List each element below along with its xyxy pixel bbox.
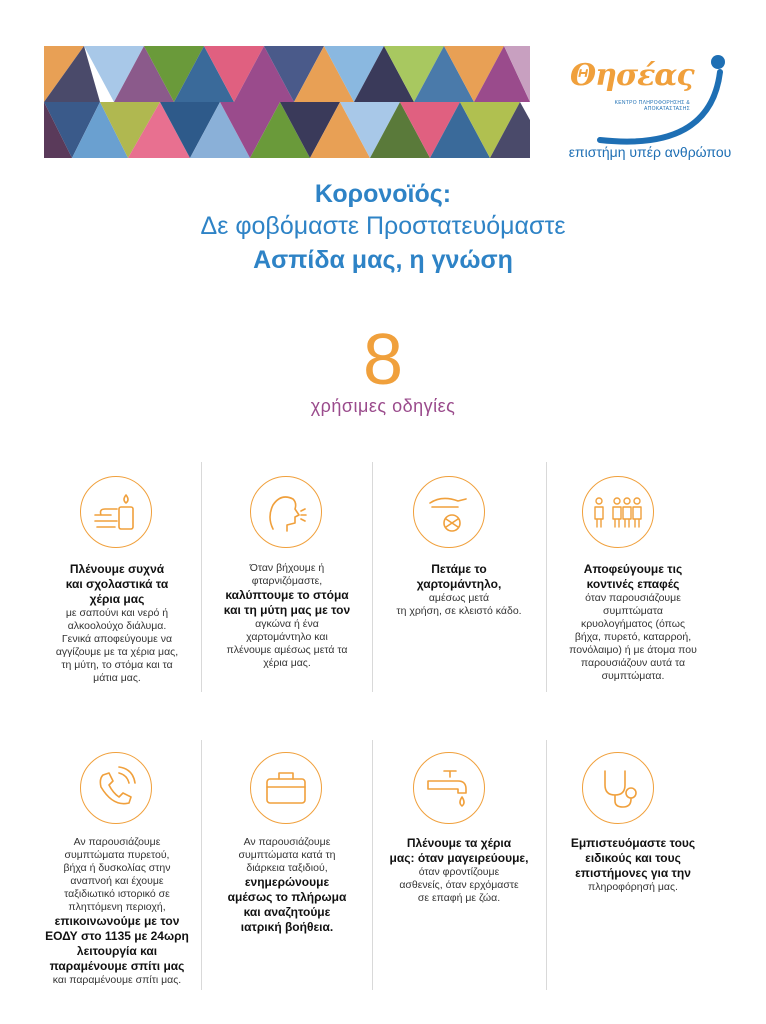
stethoscope-icon xyxy=(582,752,654,824)
tip-line: και σχολαστικά τα xyxy=(65,577,169,591)
tip-line: ιατρική βοήθεια. xyxy=(240,920,334,934)
tip-line: πληττόμενη περιοχή, xyxy=(68,901,166,913)
tip-line: αναπνοή και έχουμε xyxy=(70,875,164,887)
logo-subline: ΚΕΝΤΡΟ ΠΛΗΡΟΦΟΡΗΣΗΣ & ΑΠΟΚΑΤΑΣΤΑΣΗΣ xyxy=(614,100,690,112)
tip-line: βήχα, πυρετό, καταρροή, xyxy=(574,631,692,643)
tip-line: ενημερώνουμε xyxy=(244,875,330,889)
tip-line: πλένουμε αμέσως μετά τα xyxy=(226,644,348,656)
tip-line: Πλένουμε συχνά xyxy=(69,562,165,576)
tip-text-5 xyxy=(32,836,202,987)
tip-line: διάρκεια ταξιδιού, xyxy=(246,862,328,874)
tip-line: παρουσιάζουν αυτά τα xyxy=(580,657,686,669)
tip-line: αλκοολούχο διάλυμα. xyxy=(67,620,167,632)
tip-line: πονόλαιμο) ή με άτομα που xyxy=(569,644,697,656)
tip-line: τη χρήση, σε κλειστό κάδο. xyxy=(396,605,522,617)
tip-line: ΕΟΔΥ στο 1135 με 24ωρη xyxy=(45,929,189,943)
tip-line: παραμένουμε σπίτι μας xyxy=(49,959,185,973)
title-line-3: Ασπίδα μας, η γνώση xyxy=(253,246,513,274)
tip-line: όταν φροντίζουμε xyxy=(418,866,500,878)
faucet-icon xyxy=(413,752,485,824)
tip-text-4 xyxy=(548,562,718,683)
tip-line: και παραμένουμε σπίτι μας. xyxy=(52,974,182,986)
tip-line: κοντινές επαφές xyxy=(586,577,680,591)
tip-line: αμέσως μετά xyxy=(428,592,490,604)
tip-line: μάτια μας. xyxy=(93,672,141,684)
tip-line: και τη μύτη μας με τον xyxy=(223,603,351,617)
tip-line: Όταν βήχουμε ή xyxy=(249,562,325,574)
tip-line: βήχα ή δυσκολίας στην xyxy=(63,862,171,874)
tip-line: συμπτώματα πυρετού, xyxy=(64,849,170,861)
tip-line: Γενικά αποφεύγουμε να xyxy=(61,633,173,645)
tip-line: φταρνιζόμαστε, xyxy=(251,575,323,587)
tip-text-6 xyxy=(202,836,372,935)
tip-text-2 xyxy=(202,562,372,670)
tip-line: πληροφόρησή μας. xyxy=(588,881,678,893)
tips-label: χρήσιμες οδηγίες xyxy=(310,396,456,416)
tip-line: συμπτώματα. xyxy=(601,670,665,682)
theseas-logo xyxy=(560,52,740,162)
phone-icon xyxy=(80,752,152,824)
tip-line: με σαπούνι και νερό ή xyxy=(65,607,169,619)
header-mosaic-graphic xyxy=(44,46,530,158)
tip-line: ειδικούς και τους xyxy=(585,851,681,865)
tip-text-3 xyxy=(374,562,544,618)
tip-line: Αποφεύγουμε τις xyxy=(583,562,683,576)
logo-tagline: επιστήμη υπέρ ανθρώπου xyxy=(568,144,732,160)
tip-line: επικοινωνούμε με τον xyxy=(54,914,180,928)
suitcase-icon xyxy=(250,752,322,824)
divider xyxy=(372,462,373,692)
tip-line: χέρια μας. xyxy=(263,657,311,669)
tip-line: όταν παρουσιάζουμε xyxy=(585,592,681,604)
tip-line: χαρτομάντηλο, xyxy=(416,577,502,591)
tip-line: αμέσως το πλήρωμα xyxy=(227,890,347,904)
divider xyxy=(546,462,547,692)
divider xyxy=(546,740,547,990)
tip-line: Πλένουμε τα χέρια xyxy=(406,836,512,850)
tip-line: συμπτώματα xyxy=(603,605,663,617)
title-line-1: Κορονοϊός: xyxy=(314,180,452,208)
tip-line: μας: όταν μαγειρεύουμε, xyxy=(389,851,529,865)
title-line-2: Δε φοβόμαστε Προστατευόμαστε xyxy=(200,212,566,240)
tissue-bin-icon xyxy=(413,476,485,548)
tip-line: ταξιδιωτικό ιστορικό σε xyxy=(64,888,170,900)
tip-line: χέρια μας xyxy=(89,592,145,606)
sneeze-icon xyxy=(250,476,322,548)
tip-line: λειτουργία και xyxy=(76,944,158,958)
tip-line: συμπτώματα κατά τη xyxy=(238,849,336,861)
tip-line: και αναζητούμε xyxy=(243,905,331,919)
tip-text-1 xyxy=(32,562,202,685)
tip-line: κρυολογήματος (όπως xyxy=(580,618,686,630)
tip-line: σε επαφή με ζώα. xyxy=(417,892,501,904)
tip-line: τη μύτη, το στόμα και τα xyxy=(61,659,173,671)
people-distance-icon xyxy=(582,476,654,548)
tip-line: επιστήμονες για την xyxy=(575,866,691,880)
tip-line: καλύπτουμε το στόμα xyxy=(225,588,349,602)
tip-text-7 xyxy=(374,836,544,905)
tip-line: Αν παρουσιάζουμε xyxy=(73,836,161,848)
hand-wash-icon xyxy=(80,476,152,548)
tip-line: Αν παρουσιάζουμε xyxy=(243,836,331,848)
divider xyxy=(372,740,373,990)
tip-line: ασθενείς, όταν ερχόμαστε xyxy=(399,879,519,891)
tip-line: Πετάμε το xyxy=(431,562,487,576)
tips-count: 8 xyxy=(362,320,404,400)
tip-line: χαρτομάντηλο και xyxy=(246,631,328,643)
tip-text-8 xyxy=(548,836,718,894)
logo-wordmark: Θησέας xyxy=(570,58,694,93)
tip-line: Εμπιστευόμαστε τους xyxy=(570,836,696,850)
tip-line: αγκώνα ή ένα xyxy=(255,618,319,630)
tip-line: αγγίζουμε με τα χέρια μας, xyxy=(55,646,179,658)
